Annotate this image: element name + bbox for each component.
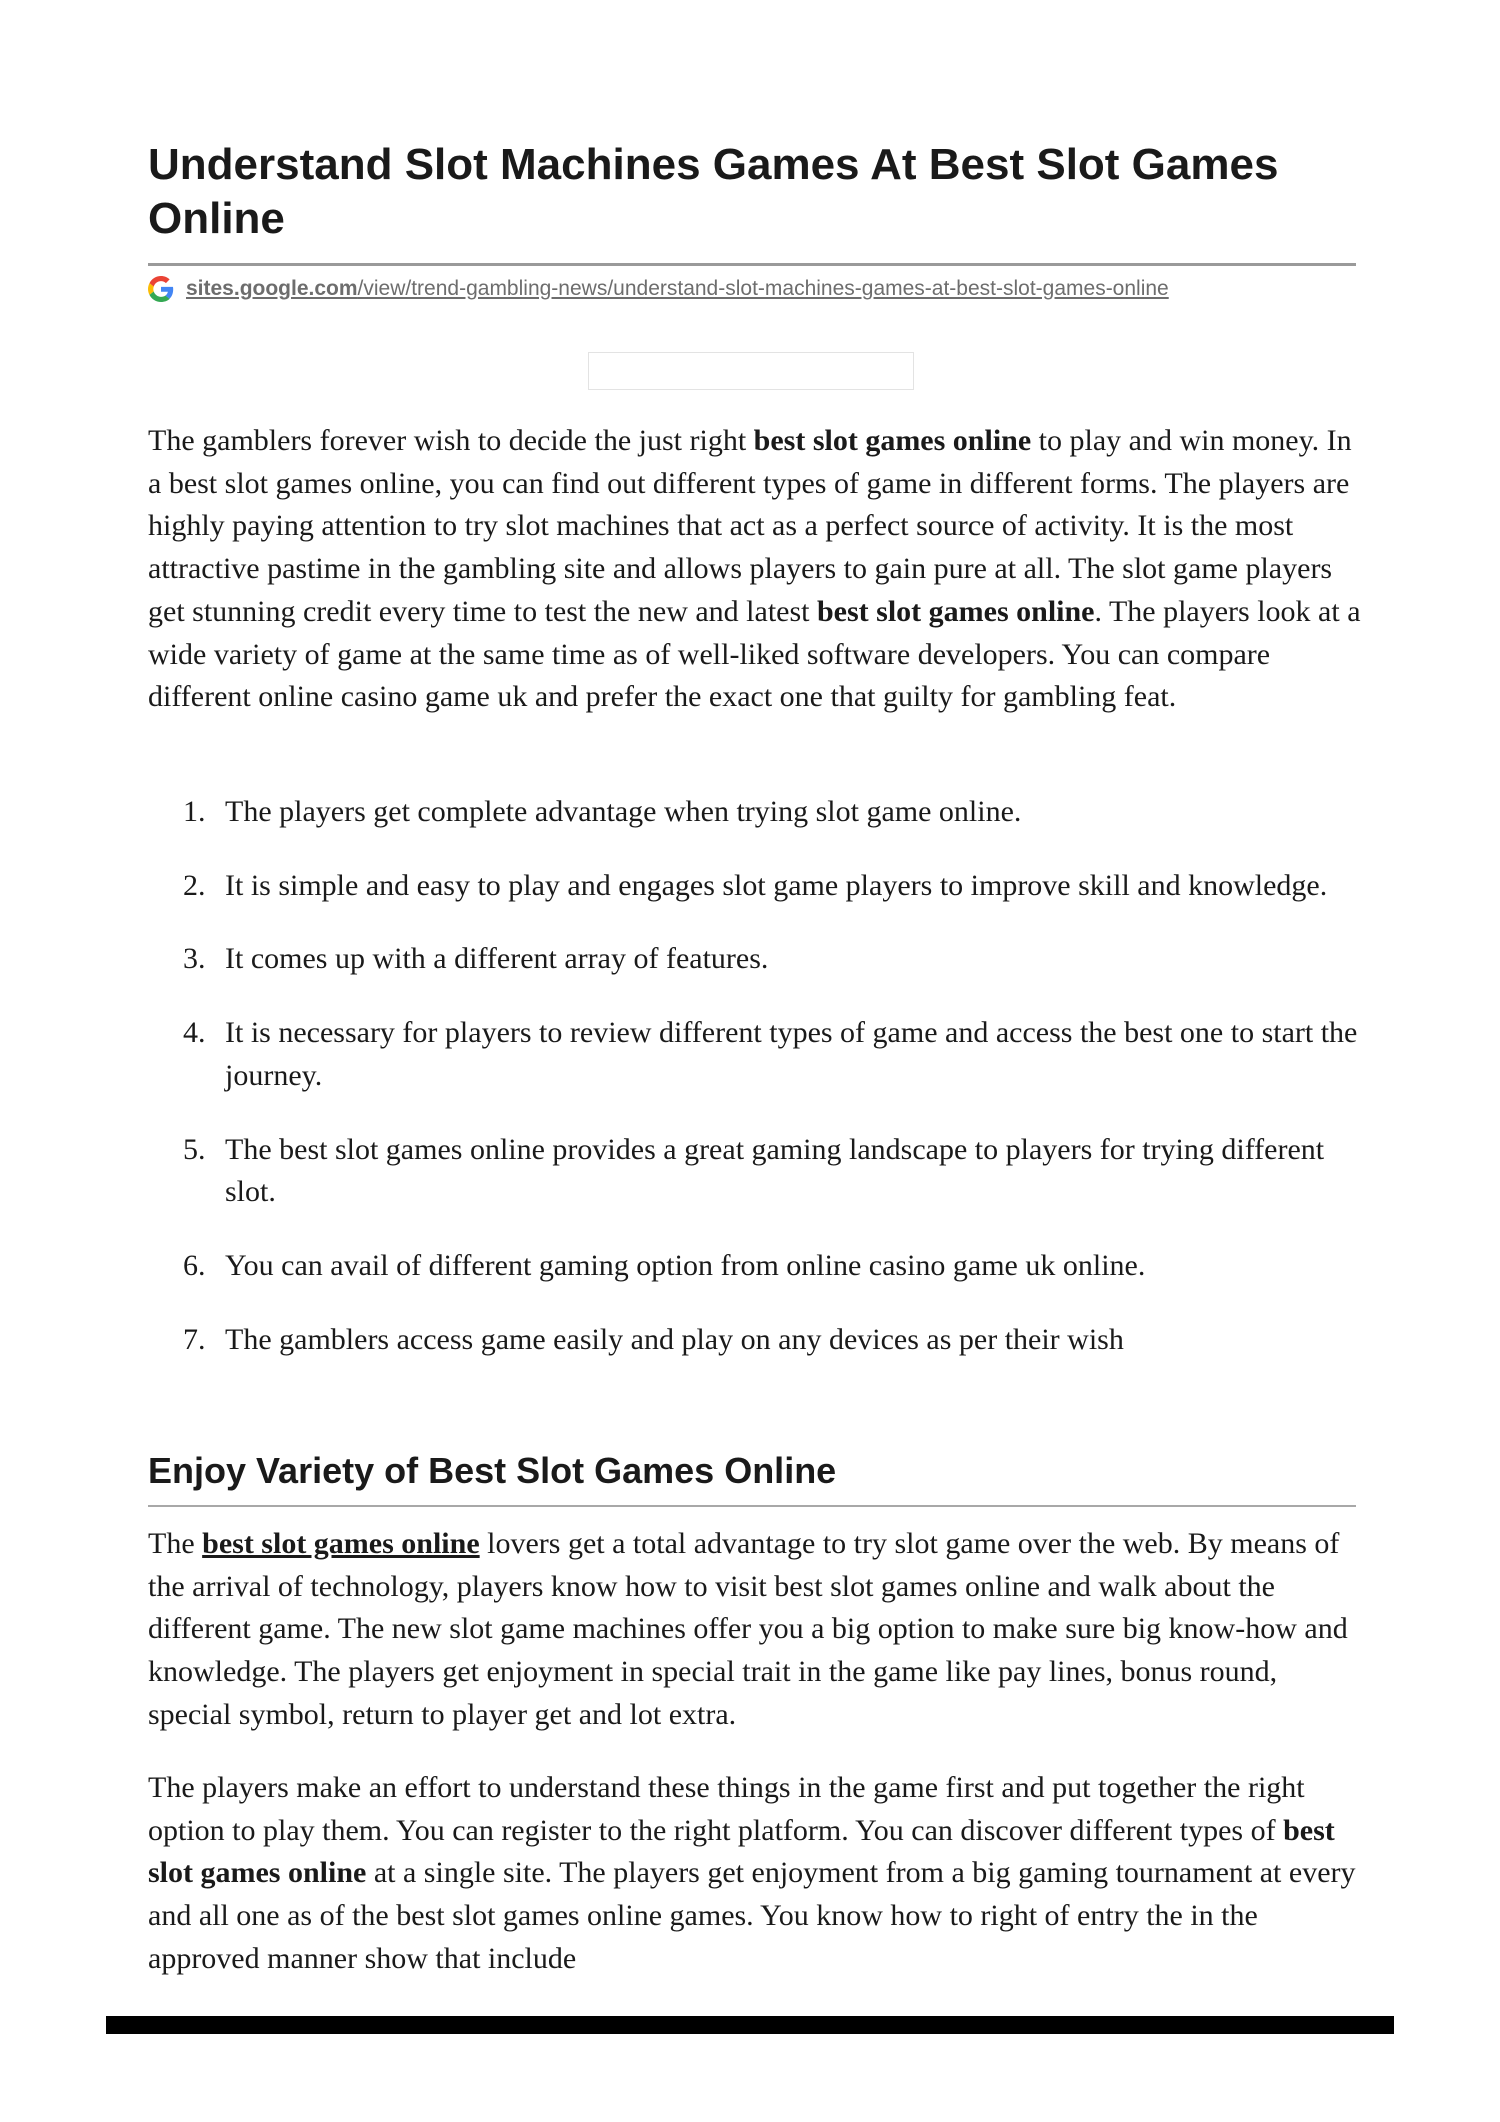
list-item-text: The best slot games online provides a great gaming landscape to players for trying different slot. (225, 1132, 1325, 1209)
keyword-bold: best slot games online (148, 1813, 1335, 1890)
benefits-list (148, 791, 1363, 1392)
list-item-number: 2. (183, 868, 206, 902)
page-footer-bar (106, 2016, 1394, 2034)
section-paragraph: The players make an effort to understand these things in the game first and put together the right option to play them. You can register to the right platform. You can discover different types of best slot games online at a single site. The players get enjoyment from a big gaming tournament at every and all one as of the best slot games online games. You know how to right of entry the in the approved manner show that include (148, 1771, 1356, 1975)
list-item (148, 1129, 1363, 1214)
list-item-text: The gamblers access game easily and play on any devices as per their wish (225, 1322, 1124, 1356)
source-link-row (148, 274, 1169, 304)
list-item-text: It is necessary for players to review different types of game and access the best one to start the journey. (225, 1016, 1358, 1092)
list-item-number: 6. (183, 1248, 206, 1282)
list-item-number: 4. (183, 1016, 206, 1050)
list-item (148, 938, 1363, 981)
list-item-text: The players get complete advantage when trying slot game online. (225, 795, 1022, 828)
title-divider (148, 263, 1356, 266)
list-item-number: 3. (183, 942, 206, 976)
source-url-link[interactable]: sites.google.com/view/trend-gambling-news/understand-slot-machines-games-at-best-slot-games-online (186, 277, 1169, 300)
list-item-text: It comes up with a different array of features. (225, 942, 769, 976)
keyword-bold: best slot games online (753, 424, 1032, 457)
keyword-link[interactable]: best slot games online (202, 1527, 480, 1560)
list-item-text: You can avail of different gaming option from online casino game uk online. (225, 1248, 1146, 1282)
list-item-number: 5. (183, 1132, 206, 1166)
section-heading: Enjoy Variety of Best Slot Games Online (148, 1450, 837, 1491)
list-item (148, 865, 1363, 908)
list-item (148, 1012, 1363, 1097)
embedded-image-placeholder (588, 352, 914, 390)
keyword-bold: best slot games online (816, 594, 1095, 628)
intro-paragraph: The gamblers forever wish to decide the just right best slot games online to play and win money. In a best slot games online, you can find out different types of game in different forms. The players are highly paying attention to try slot machines that act as a perfect source of activity. It is the most attractive pastime in the gambling site and allows players to gain pure at all. The slot game players get stunning credit every time to test the new and latest best slot games online. The players look at a wide variety of game at the same time as of well-liked software developers. You can compare different online casino game uk and prefer the exact one that guilty for gambling feat. (148, 424, 1361, 714)
list-item (148, 1245, 1363, 1288)
list-item-number: 1. (183, 795, 206, 828)
list-item (148, 791, 1363, 834)
list-item-number: 7. (183, 1322, 206, 1356)
section-paragraph: The best slot games online lovers get a total advantage to try slot game over the web. By means of the arrival of technology, players know how to visit best slot games online and walk about the different game. The new slot game machines offer you a big option to make sure big know-how and knowledge. The players get enjoyment in special trait in the game like pay lines, bonus round, special symbol, return to player get and lot extra. (148, 1527, 1348, 1731)
google-g-icon (148, 276, 174, 302)
list-item (148, 1319, 1363, 1362)
list-item-text: It is simple and easy to play and engages slot game players to improve skill and knowledge. (225, 868, 1328, 902)
section-divider (148, 1505, 1356, 1507)
page-title: Understand Slot Machines Games At Best Slot Games Online (148, 140, 1279, 243)
